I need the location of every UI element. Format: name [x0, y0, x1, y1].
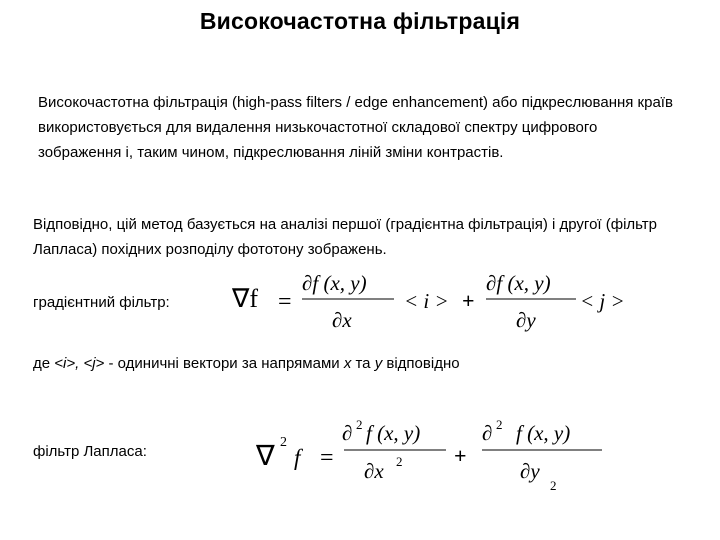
laplace-num2-partial: ∂ [482, 421, 493, 445]
laplace-num2-power: 2 [496, 417, 503, 432]
laplace-nabla: ∇ [256, 441, 275, 472]
method-paragraph: Відповідно, цій метод базується на аналізі першої (градієнтна фільтрація) і другої (фільтр Лапласа) похідних розподілу фототону зображень. [33, 216, 658, 258]
laplace-lhs-power: 2 [280, 435, 287, 450]
gradient-numerator-y: ∂f (x, y) [486, 271, 551, 295]
intro-paragraph: Високочастотна фільтрація (high-pass filters / edge enhancement) або підкреслювання країв використовується для видалення низькочастотної складової спектру цифрового зображення і, таким чином, підкреслювання ліній зміни контрастів. [38, 94, 673, 161]
laplace-num1-partial: ∂ [342, 421, 353, 445]
laplace-formula [250, 410, 630, 500]
laplace-den2-subscript: 2 [550, 478, 557, 493]
vector-note-vectors: <i>, <j> [54, 355, 105, 372]
laplace-den1: ∂x [364, 459, 384, 483]
laplace-den2: ∂y [520, 459, 540, 483]
gradient-vector-j: < j > [580, 289, 625, 313]
vector-note [33, 355, 460, 372]
laplace-num2-expr: f (x, y) [516, 421, 571, 445]
vector-note-and: та [351, 355, 375, 372]
laplace-equals: = [320, 445, 334, 471]
laplace-den1-power: 2 [396, 454, 403, 469]
gradient-formula [228, 262, 668, 342]
gradient-lhs: ∇f [232, 284, 259, 313]
vector-note-suffix: відповідно [382, 355, 460, 372]
page-title: Високочастотна фільтрація [199, 8, 521, 34]
gradient-denominator-x: ∂x [332, 308, 352, 332]
gradient-equals: = [278, 289, 292, 315]
gradient-numerator-x: ∂f (x, y) [302, 271, 367, 295]
vector-note-middle: - одиничні вектори за напрямами [104, 355, 344, 372]
laplace-plus: + [454, 443, 467, 468]
vector-note-prefix: де [33, 355, 55, 372]
gradient-label: градієнтний фільтр: [33, 294, 170, 311]
gradient-denominator-y: ∂y [516, 308, 536, 332]
laplace-num1-expr: f (x, y) [366, 421, 421, 445]
gradient-vector-i: < i > [404, 289, 449, 313]
laplace-label: фільтр Лапласа: [33, 443, 147, 460]
laplace-num1-power: 2 [356, 417, 363, 432]
gradient-plus: + [462, 288, 475, 313]
vector-note-y: y [374, 355, 383, 372]
vector-note-x: x [343, 355, 352, 372]
laplace-lhs-f: f [294, 445, 301, 470]
